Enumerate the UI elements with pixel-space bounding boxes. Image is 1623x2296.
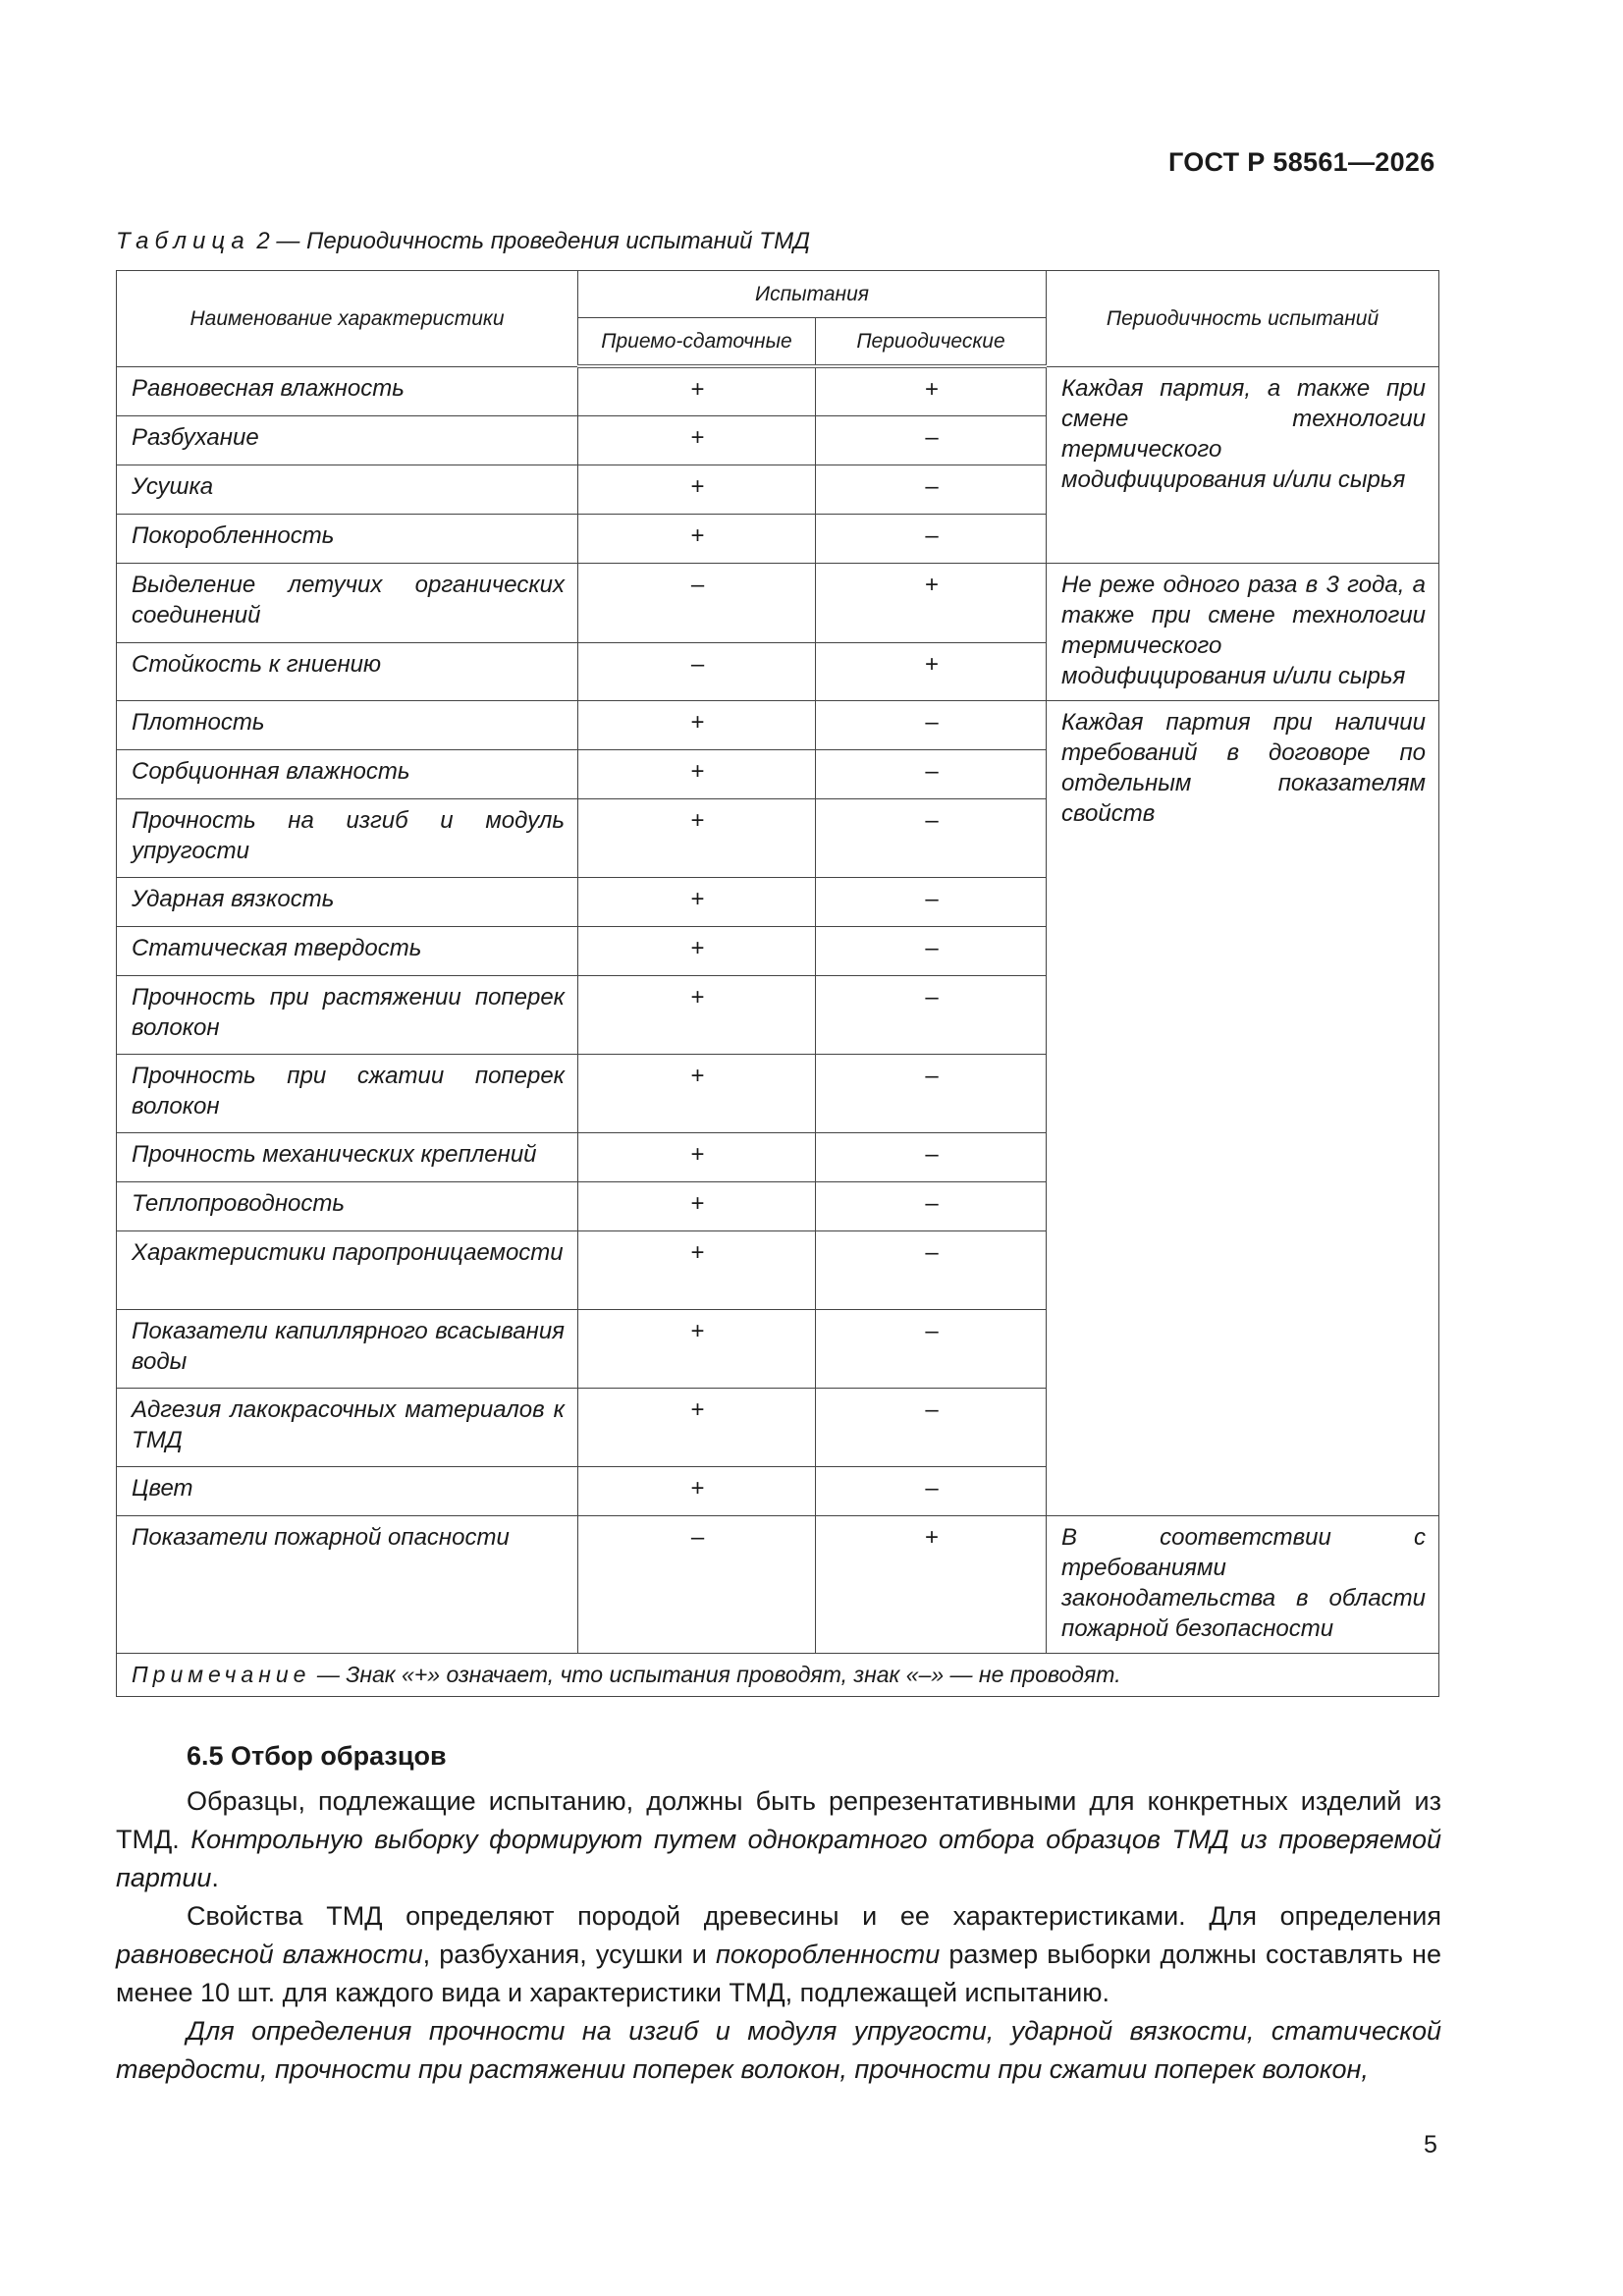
paragraph-text-italic: Для определения прочности на изгиб и модуля упругости, ударной вязкости, статической твердости, прочности при растяжении поперек волокон, прочности при сжатии поперек волокон, [116, 2016, 1441, 2084]
row-name: Плотность [117, 700, 578, 749]
row-acceptance: + [578, 700, 816, 749]
periodicity-cell: Не реже одного раза в 3 года, а также при смене технологии термического модифицирования и/или сырья [1047, 563, 1439, 700]
row-name: Усушка [117, 465, 578, 514]
table-note-row [117, 1653, 1439, 1696]
row-acceptance: + [578, 1054, 816, 1132]
row-periodic: – [816, 1309, 1047, 1388]
row-acceptance: + [578, 514, 816, 563]
document-code: ГОСТ Р 58561—2026 [1168, 147, 1435, 177]
row-periodic: – [816, 1054, 1047, 1132]
row-name: Разбухание [117, 415, 578, 465]
paragraph-text-italic: Контрольную выборку формируют путем однократного отбора образцов ТМД из проверяемой партии [116, 1825, 1441, 1892]
row-periodic: – [816, 926, 1047, 975]
header-periodicity: Периодичность испытаний [1047, 271, 1439, 367]
row-acceptance: – [578, 563, 816, 642]
row-name: Прочность механических креплений [117, 1132, 578, 1181]
row-name: Статическая твердость [117, 926, 578, 975]
row-acceptance: + [578, 1181, 816, 1230]
row-periodic: – [816, 749, 1047, 798]
row-name: Ударная вязкость [117, 877, 578, 926]
row-name: Цвет [117, 1466, 578, 1515]
row-periodic: – [816, 465, 1047, 514]
row-name: Равновесная влажность [117, 366, 578, 415]
row-acceptance: + [578, 1132, 816, 1181]
row-name: Сорбционная влажность [117, 749, 578, 798]
table-caption-word: Таблица [116, 228, 250, 254]
header-characteristic: Наименование характеристики [117, 271, 578, 367]
row-acceptance: + [578, 366, 816, 415]
row-periodic: – [816, 1181, 1047, 1230]
row-periodic: + [816, 642, 1047, 700]
periodicity-cell: В соответствии с требованиями законодательства в области пожарной безопасности [1047, 1515, 1439, 1653]
row-name: Прочность при растяжении поперек волокон [117, 975, 578, 1054]
row-name: Теплопроводность [117, 1181, 578, 1230]
header-periodic: Периодические [816, 318, 1047, 367]
row-acceptance: + [578, 465, 816, 514]
table-note [117, 1653, 1439, 1696]
section-title: 6.5 Отбор образцов [187, 1741, 447, 1771]
periodicity-cell: Каждая партия, а также при смене технологии термического модифицирования и/или сырья [1047, 366, 1439, 563]
note-text: — Знак «+» означает, что испытания проводят, знак «–» — не проводят. [310, 1661, 1121, 1687]
row-periodic: – [816, 415, 1047, 465]
paragraph [116, 2012, 1441, 2089]
row-periodic: – [816, 1466, 1047, 1515]
row-periodic: – [816, 798, 1047, 877]
paragraph-text-italic: равновесной влажности [116, 1940, 423, 1969]
row-acceptance: + [578, 798, 816, 877]
row-periodic: – [816, 700, 1047, 749]
table-caption [116, 228, 810, 255]
paragraph-text: . [211, 1863, 219, 1892]
header-tests: Испытания [578, 271, 1047, 318]
row-periodic: + [816, 1515, 1047, 1653]
table-row [117, 700, 1439, 749]
table-row [117, 1515, 1439, 1653]
table-caption-text: 2 — Периодичность проведения испытаний ТМД [249, 228, 811, 254]
row-acceptance: – [578, 1515, 816, 1653]
row-periodic: – [816, 1388, 1047, 1466]
paragraph-text: Образцы, подлежащие испытанию, должны быть репрезентативными для конкретных изделий из ТМД. [116, 1786, 1441, 1854]
table-row [117, 366, 1439, 415]
row-periodic: – [816, 1132, 1047, 1181]
row-acceptance: – [578, 642, 816, 700]
row-periodic: – [816, 877, 1047, 926]
row-name: Прочность на изгиб и модуль упругости [117, 798, 578, 877]
paragraph-text: Свойства ТМД определяют породой древесины и ее характеристиками. Для определения [187, 1901, 1441, 1931]
row-name: Показатели пожарной опасности [117, 1515, 578, 1653]
row-acceptance: + [578, 1230, 816, 1309]
paragraph [116, 1782, 1441, 1897]
row-name: Показатели капиллярного всасывания воды [117, 1309, 578, 1388]
row-acceptance: + [578, 926, 816, 975]
page-number: 5 [1424, 2131, 1437, 2159]
paragraph-text: размер выборки должны составлять не менее 10 шт. для каждого вида и характеристики ТМД, подлежащей испытанию. [116, 1940, 1441, 2007]
row-acceptance: + [578, 1309, 816, 1388]
row-name: Стойкость к гниению [117, 642, 578, 700]
paragraph-text-italic: покоробленности [716, 1940, 941, 1969]
row-name: Выделение летучих органических соединений [117, 563, 578, 642]
note-word: Примечание [132, 1661, 311, 1687]
table-row [117, 563, 1439, 642]
section-body [116, 1782, 1441, 2089]
row-name: Адгезия лакокрасочных материалов к ТМД [117, 1388, 578, 1466]
row-acceptance: + [578, 877, 816, 926]
row-acceptance: + [578, 749, 816, 798]
row-periodic: – [816, 975, 1047, 1054]
row-periodic: + [816, 366, 1047, 415]
paragraph-text: , разбухания, усушки и [422, 1940, 717, 1969]
row-acceptance: + [578, 975, 816, 1054]
header-acceptance: Приемо-сдаточные [578, 318, 816, 367]
row-periodic: – [816, 1230, 1047, 1309]
row-name: Характеристики паропроницаемости [117, 1230, 578, 1309]
row-acceptance: + [578, 415, 816, 465]
row-name: Прочность при сжатии поперек волокон [117, 1054, 578, 1132]
row-acceptance: + [578, 1466, 816, 1515]
paragraph [116, 1897, 1441, 2012]
row-acceptance: + [578, 1388, 816, 1466]
periodicity-table [116, 270, 1439, 1697]
row-periodic: – [816, 514, 1047, 563]
row-name: Покоробленность [117, 514, 578, 563]
row-periodic: + [816, 563, 1047, 642]
periodicity-cell: Каждая партия при наличии требований в договоре по отдельным показателям свойств [1047, 700, 1439, 1515]
